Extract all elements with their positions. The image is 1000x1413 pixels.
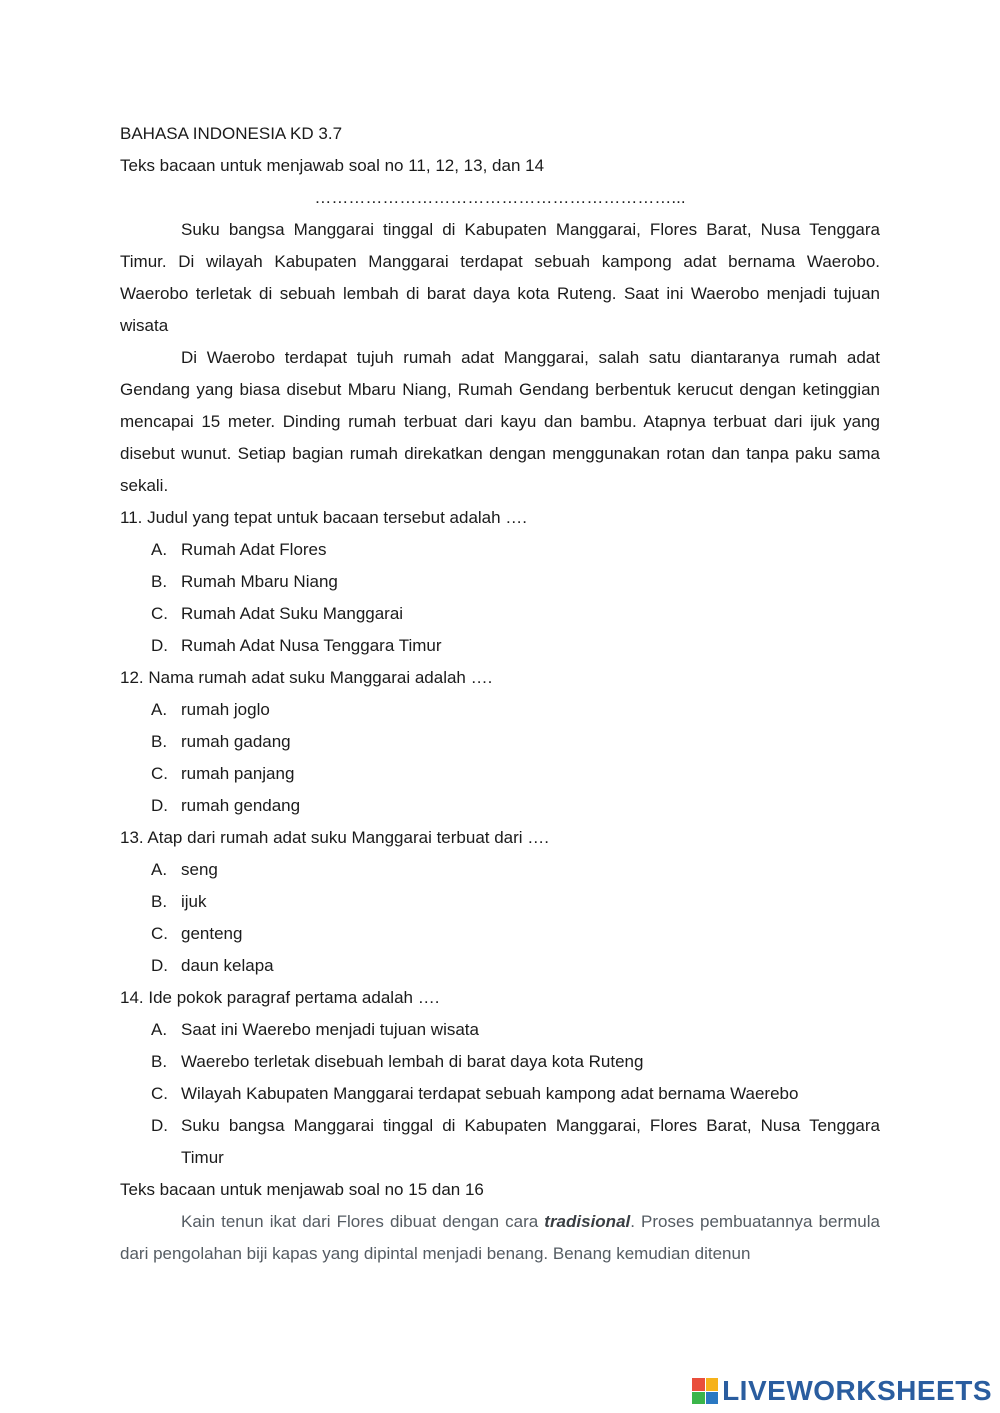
option-text: Rumah Adat Flores [181,540,327,559]
option-label: D. [151,636,168,655]
reading-intro-1: Teks bacaan untuk menjawab soal no 11, 12, 13, dan 14 [120,156,545,175]
option-text: Suku bangsa Manggarai tinggal di Kabupaten Manggarai, Flores Barat, Nusa Tenggara Timur [181,1116,880,1167]
option-14d[interactable] [120,1110,880,1174]
option-label: B. [151,572,168,591]
option-11b[interactable] [120,566,880,598]
option-text: daun kelapa [181,956,274,975]
worksheet-title: BAHASA INDONESIA KD 3.7 [120,124,343,143]
option-13c[interactable] [120,918,880,950]
option-text: rumah panjang [181,764,295,783]
logo-square-yellow [706,1378,719,1391]
liveworksheets-logo [692,1375,992,1407]
option-text: seng [181,860,218,879]
option-text: rumah gendang [181,796,301,815]
option-13a[interactable] [120,854,880,886]
option-label: D. [151,796,168,815]
option-text: rumah joglo [181,700,270,719]
option-12a[interactable] [120,694,880,726]
dotted-separator: ………………………………………………………... [314,188,686,207]
option-12d[interactable] [120,790,880,822]
liveworksheets-logo-icon [692,1378,718,1404]
question-text: 14. Ide pokok paragraf pertama adalah …. [120,988,440,1007]
question-text: 12. Nama rumah adat suku Manggarai adalah …. [120,668,493,687]
option-label: A. [151,540,168,559]
option-label: A. [151,1020,168,1039]
option-label: A. [151,700,168,719]
option-text: Rumah Adat Nusa Tenggara Timur [181,636,442,655]
option-label: B. [151,732,168,751]
option-text: rumah gadang [181,732,291,751]
option-label: C. [151,604,168,623]
option-label: C. [151,764,168,783]
option-text: Rumah Mbaru Niang [181,572,338,591]
option-text: ijuk [181,892,207,911]
question-11 [120,502,880,662]
reading-intro-2: Teks bacaan untuk menjawab soal no 15 dan 16 [120,1180,484,1199]
question-13 [120,822,880,982]
option-label: D. [151,1116,168,1135]
option-12c[interactable] [120,758,880,790]
option-11a[interactable] [120,534,880,566]
option-13d[interactable] [120,950,880,982]
reading1-paragraph-1: Suku bangsa Manggarai tinggal di Kabupaten Manggarai, Flores Barat, Nusa Tenggara Timur. Di wilayah Kabupaten Manggarai terdapat sebuah kampong adat bernama Waerobo. Waerobo terletak di sebuah lembah di barat daya kota Ruteng. Saat ini Waerobo menjadi tujuan wisata [120,220,880,335]
logo-square-blue [706,1392,719,1405]
reading2-text-after: . Proses pembuatannya bermula dari pengolahan biji kapas yang dipintal menjadi benang. Benang kemudian ditenun [120,1212,880,1263]
option-text: Wilayah Kabupaten Manggarai terdapat sebuah kampong adat bernama Waerebo [181,1084,799,1103]
reading2-paragraph-1 [120,1206,880,1270]
reading1-paragraph-2: Di Waerobo terdapat tujuh rumah adat Manggarai, salah satu diantaranya rumah adat Gendang yang biasa disebut Mbaru Niang, Rumah Gendang berbentuk kerucut dengan ketinggian mencapai 15 meter. Dinding rumah terbuat dari kayu dan bambu. Atapnya terbuat dari ijuk yang disebut wunut. Setiap bagian rumah direkatkan dengan menggunakan rotan dan tanpa paku sama sekali. [120,348,880,495]
option-text: Rumah Adat Suku Manggarai [181,604,404,623]
logo-square-red [692,1378,705,1391]
option-label: D. [151,956,168,975]
reading2-emphasis: tradisional [544,1212,631,1231]
option-label: B. [151,892,168,911]
logo-square-green [692,1392,705,1405]
option-label: C. [151,924,168,943]
option-text: genteng [181,924,243,943]
liveworksheets-logo-text: LIVEWORKSHEETS [722,1375,992,1406]
option-14b[interactable] [120,1046,880,1078]
option-14a[interactable] [120,1014,880,1046]
option-label: B. [151,1052,168,1071]
option-11d[interactable] [120,630,880,662]
worksheet-page [120,118,880,1270]
question-12 [120,662,880,822]
option-label: C. [151,1084,168,1103]
option-11c[interactable] [120,598,880,630]
option-13b[interactable] [120,886,880,918]
option-text: Saat ini Waerebo menjadi tujuan wisata [181,1020,479,1039]
option-label: A. [151,860,168,879]
option-14c[interactable] [120,1078,880,1110]
question-text: 11. Judul yang tepat untuk bacaan tersebut adalah …. [120,508,528,527]
question-text: 13. Atap dari rumah adat suku Manggarai terbuat dari …. [120,828,550,847]
reading2-text-before: Kain tenun ikat dari Flores dibuat dengan cara [181,1212,545,1231]
option-12b[interactable] [120,726,880,758]
question-14 [120,982,880,1174]
option-text: Waerebo terletak disebuah lembah di barat daya kota Ruteng [181,1052,644,1071]
